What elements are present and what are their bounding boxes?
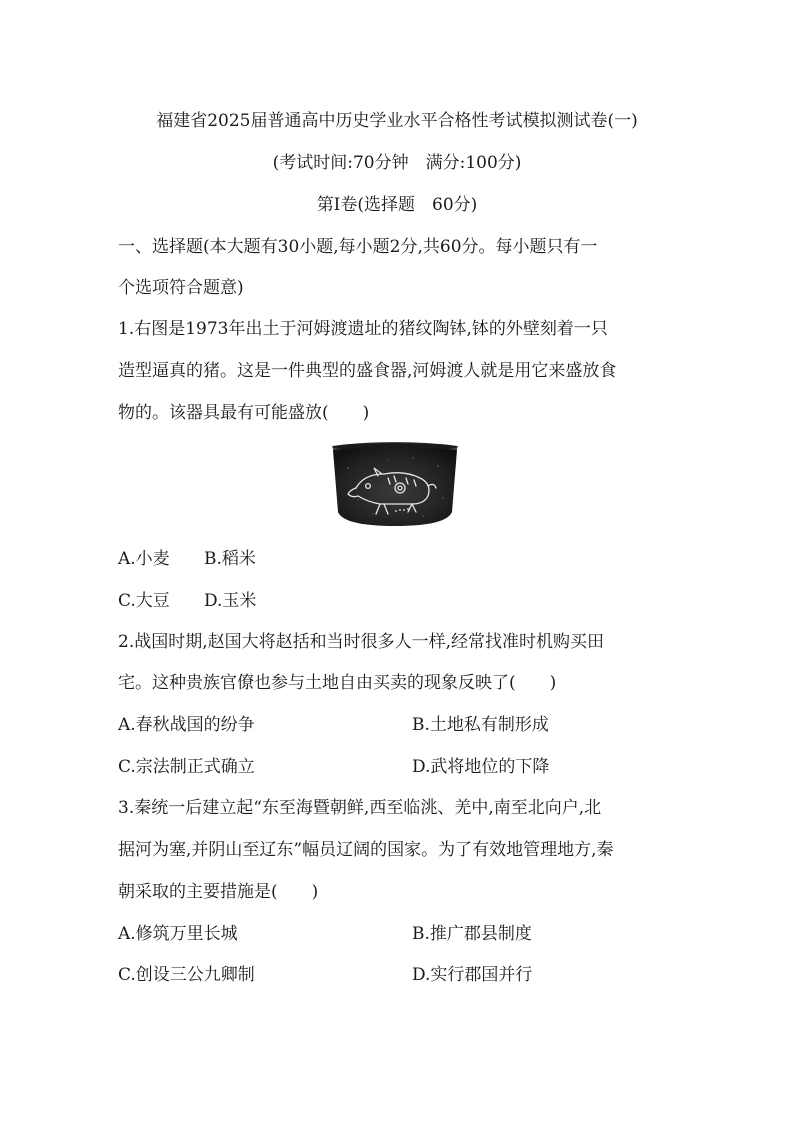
volume-heading: 第Ⅰ卷(选择题 60分) (316, 195, 478, 215)
q3-option-a: A.修筑万里长城 (118, 924, 238, 944)
q1-option-d: D.玉米 (204, 591, 257, 611)
q3-option-c: C.创设三公九卿制 (118, 965, 255, 985)
q2-option-b: B.土地私有制形成 (412, 715, 549, 735)
pig-pattern-pottery-bowl-image (328, 438, 462, 528)
section-instructions-line2: 个选项符合题意) (118, 278, 244, 298)
q2-option-c: C.宗法制正式确立 (118, 757, 255, 777)
q1-stem-line1: 1.右图是1973年出土于河姆渡遗址的猪纹陶钵,钵的外壁刻着一只 (118, 319, 608, 339)
q3-stem-line3: 朝采取的主要措施是( ) (118, 882, 319, 902)
q2-stem-line2: 宅。这种贵族官僚也参与土地自由买卖的现象反映了( ) (118, 673, 557, 693)
exam-title: 福建省2025届普通高中历史学业水平合格性考试模拟测试卷(一) (156, 111, 638, 131)
q1-stem-line2: 造型逼真的猪。这是一件典型的盛食器,河姆渡人就是用它来盛放食 (118, 361, 617, 381)
q2-stem-line1: 2.战国时期,赵国大将赵括和当时很多人一样,经常找准时机购买田 (118, 632, 605, 652)
q2-option-a: A.春秋战国的纷争 (118, 715, 255, 735)
q3-option-d: D.实行郡国并行 (412, 965, 533, 985)
q3-option-b: B.推广郡县制度 (412, 924, 532, 944)
q1-option-c: C.大豆 (118, 591, 170, 611)
q3-stem-line2: 据河为塞,并阴山至辽东”幅员辽阔的国家。为了有效地管理地方,秦 (118, 840, 614, 860)
q1-option-a: A.小麦 (118, 549, 170, 569)
q2-option-d: D.武将地位的下降 (412, 757, 550, 777)
section-instructions-line1: 一、选择题(本大题有30小题,每小题2分,共60分。每小题只有一 (118, 237, 598, 257)
q1-stem-line3: 物的。该器具最有可能盛放( ) (118, 403, 370, 423)
q1-option-b: B.稻米 (204, 549, 256, 569)
q3-stem-line1: 3.秦统一后建立起“东至海暨朝鲜,西至临洮、羌中,南至北向户,北 (118, 798, 602, 818)
exam-info: (考试时间:70分钟 满分:100分) (272, 153, 522, 173)
